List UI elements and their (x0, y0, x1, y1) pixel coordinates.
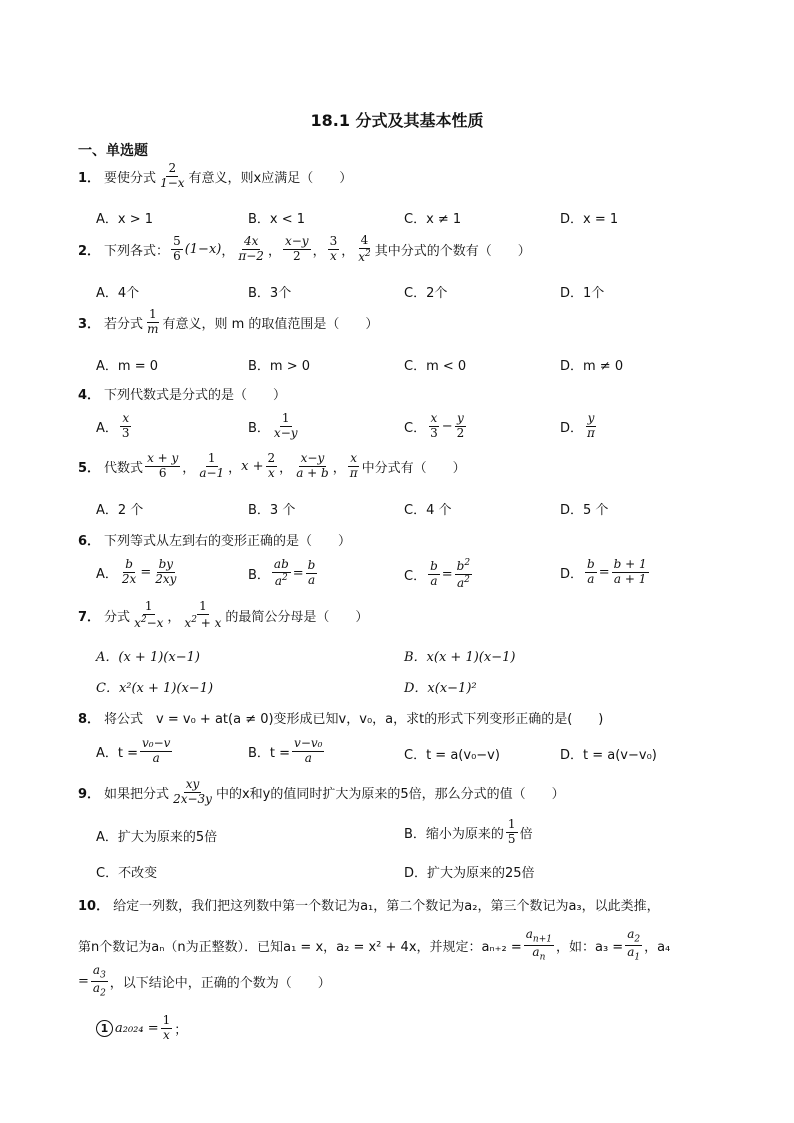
question-text: 若分式 (104, 316, 144, 332)
question-number: 1． (78, 170, 101, 186)
question-text: 中的x和y的值同时扩大为原来的5倍，那么分式的值（ ） (215, 786, 565, 802)
option-b[interactable]: B．x < 1 (248, 212, 306, 227)
option-b[interactable]: B．t = $\frac{\text{v−v₀}}{a}$ (248, 736, 323, 765)
fraction: $\frac{3}{x}$ (329, 234, 338, 263)
question-number: 6． (78, 534, 101, 549)
option-d[interactable]: D．扩大为原来的25倍 (404, 866, 535, 881)
fraction: $\frac{1}{m}$ (147, 307, 159, 336)
question-number: 9． (78, 786, 101, 802)
question-number: 5． (78, 460, 101, 476)
question-10 (78, 895, 660, 914)
question-7: 7． 分式 $\frac{1}{x^2-x}$ ， $\frac{1}{x^2 + x}$ 的最简公分母是（ ） (78, 599, 369, 630)
fraction: $\frac{5}{6}$ (173, 234, 181, 263)
question-text: 的最简公分母是（ ） (225, 609, 369, 625)
question-text: 要使分式 (104, 170, 157, 186)
option-b[interactable]: B．3 个 (248, 503, 296, 518)
option-b[interactable]: B．缩小为原来的 $\frac{1}{5}$ 倍 (404, 817, 533, 846)
question-number: 10． (78, 899, 110, 914)
option-d[interactable]: D．m ≠ 0 (560, 359, 624, 374)
question-9: 9． 如果把分式 $\frac{xy}{2x-3y}$ 中的x和y的值同时扩大为原来的5倍，那么分式的值（ ） (78, 777, 565, 806)
question-text: 中分式有（ ） (361, 460, 466, 476)
question-text: 下列等式从左到右的变形正确的是（ ） (104, 534, 352, 549)
question-text: 将公式 v = v₀ + at(a ≠ 0)变形成已知v，v₀，a，求t的形式下列变形正确的是( ) (104, 712, 604, 727)
question-1 (78, 162, 352, 191)
option-c[interactable]: C．不改变 (96, 866, 158, 881)
question-5: 5． 代数式 $\frac{x + y}{6}$ ， $\frac{1}{a-1}$ ， x + $\frac{2}{x}$ ， $\frac{x-y}{a + b}$ ， $\frac{x}{\pi}$ 中分式有（ ） (78, 451, 466, 480)
question-number: 2． (78, 243, 101, 259)
section-heading: 一、单选题 (78, 143, 148, 159)
question-6 (78, 530, 351, 549)
option-d[interactable]: D． $\frac{b}{a}$ = $\frac{b + 1}{a + 1}$ (560, 557, 647, 586)
question-number: 3． (78, 316, 101, 332)
question-text: 有意义，则 m 的取值范围是（ ） (162, 316, 379, 332)
option-c[interactable]: C．2个 (404, 286, 448, 301)
option-a[interactable]: A．m = 0 (96, 359, 158, 374)
option-a[interactable]: A．t = $\frac{\text{v₀−v}}{a}$ (96, 736, 171, 765)
option-a[interactable]: A．4个 (96, 286, 140, 301)
fraction: $\frac{x-y}{2}$ (284, 234, 309, 263)
option-d[interactable]: D．x = 1 (560, 212, 619, 227)
circled-one-icon: 1 (96, 1020, 113, 1037)
question-text: 代数式 (104, 460, 144, 476)
math-expr: (1−x) (184, 241, 222, 257)
option-c[interactable]: C．t = a(v₀−v) (404, 748, 500, 763)
option-b[interactable]: B． $\frac{ab}{a^2}$ = $\frac{b}{a}$ (248, 557, 316, 588)
question-4 (78, 384, 286, 403)
option-b[interactable]: B．3个 (248, 286, 292, 301)
fraction: $\frac{2}{1-x}$ (160, 161, 185, 190)
option-d[interactable]: D．t = a(v−v₀) (560, 748, 657, 763)
question-text: 下列各式： (104, 243, 170, 259)
option-d[interactable]: D．x(x−1)² (404, 681, 477, 696)
option-c[interactable]: C．m < 0 (404, 359, 467, 374)
option-a[interactable]: A．(x + 1)(x−1) (96, 650, 200, 665)
page-title: 18.1 分式及其基本性质 (310, 111, 484, 130)
option-b[interactable]: B． $\frac{1}{x-y}$ (248, 411, 298, 440)
question-text: 给定一列数，我们把这列数中第一个数记为a₁，第二个数记为a₂，第三个数记为a₃，以此类推， (113, 899, 660, 914)
question-number: 7． (78, 609, 101, 625)
question-8 (78, 708, 603, 727)
question-number: 4． (78, 388, 101, 403)
option-d[interactable]: D．5 个 (560, 503, 609, 518)
option-a[interactable]: A．2 个 (96, 503, 144, 518)
question-text: 如果把分式 (104, 786, 170, 802)
option-a[interactable]: A．扩大为原来的5倍 (96, 830, 218, 845)
option-c[interactable]: C．4 个 (404, 503, 452, 518)
question-2: 2． 下列各式： $\frac{5}{6}$ (1−x) ， $\frac{4x}{\pi-2}$ ， $\frac{x-y}{2}$ ， $\frac{3}{x}$ ， $\frac{4}{x^2}$ 其中分式的个数有（ ） (78, 233, 531, 264)
option-d[interactable]: D． $\frac{y}{\pi}$ (560, 411, 595, 440)
question-text: 下列代数式是分式的是（ ） (104, 388, 287, 403)
option-c[interactable]: C．x ≠ 1 (404, 212, 462, 227)
question-text: 有意义，则x应满足（ ） (188, 170, 353, 186)
option-b[interactable]: B．m > 0 (248, 359, 311, 374)
question-number: 8． (78, 712, 101, 727)
fraction: $\frac{4x}{\pi-2}$ (238, 234, 264, 263)
question-10-line2: 第n个数记为aₙ（n为正整数）．已知a₁ = x，a₂ = x² + 4x，并规定：aₙ₊₂ = $\frac{a_{n+1}}{a_n}$ ，如：a₃ = $\frac{a_2}{a_1}$ ，a₄ (78, 927, 671, 963)
option-b[interactable]: B．x(x + 1)(x−1) (404, 650, 516, 665)
option-c[interactable]: C．x²(x + 1)(x−1) (96, 681, 214, 696)
option-a[interactable]: A． $\frac{b}{2x}$ = $\frac{by}{2xy}$ (96, 557, 177, 586)
question-text: 分式 (104, 609, 131, 625)
option-c[interactable]: C． $\frac{x}{3}$ − $\frac{y}{2}$ (404, 411, 465, 440)
option-a[interactable]: A．x > 1 (96, 212, 154, 227)
statement-1: 1 a₂₀₂₄ = $\frac{1}{x}$ ； (96, 1014, 187, 1043)
option-d[interactable]: D．1个 (560, 286, 605, 301)
question-3 (78, 308, 378, 337)
fraction: $\frac{4}{x^2}$ (358, 233, 371, 264)
question-10-line3: = $\frac{a_3}{a_2}$ ，以下结论中，正确的个数为（ ） (78, 963, 331, 999)
question-text: 其中分式的个数有（ ） (374, 243, 531, 259)
option-a[interactable]: A． $\frac{x}{3}$ (96, 411, 130, 440)
option-c[interactable]: C． $\frac{b}{a}$ = $\frac{b^2}{a^2}$ (404, 558, 471, 590)
